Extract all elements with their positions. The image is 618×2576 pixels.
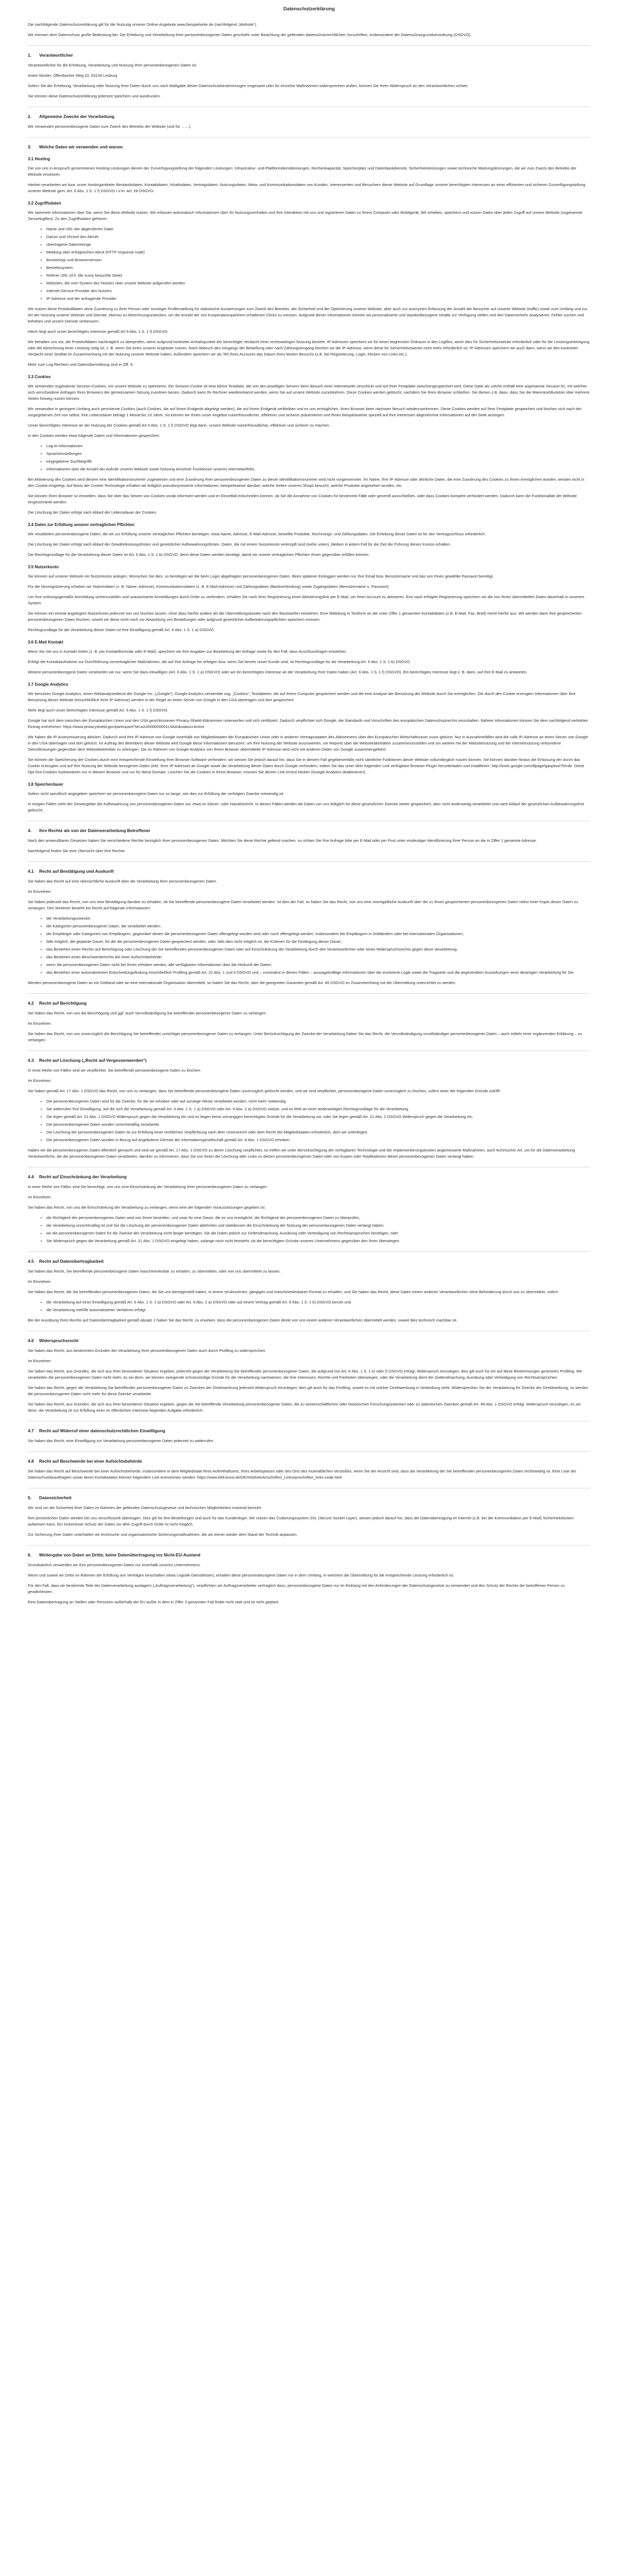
paragraph: Google hat sich dem zwischen der Europäischen Union und den USA geschlossenen Privacy-Shield-Abkommen unterworfen und sich zertifiziert. Dadurch verpflichtet sich Google, die Standards und Vorschriften des europäischen Datenschutzrechts einzuhalten. Nähere Informationen können Sie dem nachfolgend verlinkten Eintrag entnehmen: https://www.privacyshield.gov/participant?id=a2zt000000001L5AAI&status=Active: [28, 718, 588, 729]
list-item: • eingegebene Suchbegriffe: [46, 459, 590, 465]
list-item: • Meldung über erfolgreichen Abruf (HTTP response code): [46, 249, 590, 256]
section-number: 4.4: [28, 1174, 34, 1179]
paragraph: Die Löschung der Daten erfolgt nach Ablauf der Gewährleistungsfristen und gesetzlicher Aufbewahrungsfristen. Daten, die mit einem Nutzerkonto verknüpft sind (siehe unten), bleiben in jedem Fall für die Zeit der Führung dieses Kontos erhalten.: [28, 542, 451, 547]
paragraph: Mehr zum Log-Rechten und Datenübermittlung sind in Ziff. 9.: [28, 362, 134, 367]
paragraph: In einer Reihe von Fällen sind Sie berechtigt, von uns eine Einschränkung der Verarbeitung Ihrer personenbezogenen Daten zu verlangen.: [28, 1184, 268, 1189]
list-item: • Referer URL (d.h. die zuvor besuchte Seite): [46, 273, 590, 279]
paragraph: Um Ihre ordnungsgemäße Anmeldung sicherzustellen und unautorisierte Anmeldungen durch Dritte zu verhindern, erhalten Sie nach Ihrer Registrierung einen Aktivierungslink per E-Mail, um Ihren Account zu aktivieren. Erst nach erfolgter Registrierung speichern wir die von Ihnen übermittelten Daten dauerhaft in unserem System.: [28, 595, 585, 605]
section-title: Welche Daten wir verwenden und warum: [39, 144, 123, 149]
section-heading: [28, 1552, 590, 1558]
list-item: • die Verarbeitung mithilfe automatisierter Verfahren erfolgt.: [46, 1307, 590, 1313]
section-title: Recht auf Löschung („Recht auf Vergessenwerden“): [39, 1058, 147, 1063]
paragraph: Nach den anwendbaren Gesetzen haben Sie verschiedene Rechte bezüglich Ihrer personenbezogenen Daten. Möchten Sie diese Rechte geltend machen, so richten Sie Ihre Anfrage bitte per E-Mail oder per Post unter eindeutiger Identifizierung Ihrer Person an die in Ziffer 1 genannte Adresse.: [28, 838, 537, 843]
paragraph: Bei Aktivierung des Cookies wird diesem eine Identifikationsnummer zugewiesen und eine Zuordnung Ihrer personenbezogenen Daten zu dieser Identifikationsnummer wird nicht vorgenommen. Ihr Name, Ihre IP-Adresse oder ähnliche Daten, die eine Zuordnung des Cookies zu Ihnen ermöglichen würden, werden nicht in den Cookie eingelegt. Auf Basis der Cookie-Technologie erhalten wir lediglich pseudonymisierte Informationen, beispielsweise darüber, welche Seiten unseres Shops besucht, welche Produkte angesehen wurden, etc.: [28, 477, 585, 488]
paragraph: Sie können ein einmal angelegtes Nutzerkonto jederzeit von uns löschen lassen, ohne dass hierfür andere als die Übermittlungskosten nach den Basistarifen entstehen. Eine Mitteilung in Textform an die unter Ziffer 1 genannten Kontaktdaten (z.B. E-Mail, Fax, Brief) reicht hierfür aus. Wir werden dann Ihre gespeicherten personenbezogenen Daten löschen, soweit wir diese nicht noch zur Abwicklung von Bestellungen oder aufgrund gesetzlicher Aufbewahrungspflichten speichern müssen.: [28, 611, 582, 622]
paragraph: Eine Datenübertragung an Stellen oder Personen außerhalb der EU außer in dem in Ziffer 3 genannten Fall findet nicht statt und ist nicht geplant.: [28, 1600, 280, 1604]
paragraph: Im Einzelnen:: [28, 1359, 52, 1363]
section-heading: [28, 52, 590, 58]
paragraph: In einigen Fällen sieht der Gesetzgeber die Aufbewahrung von personenbezogenen Daten vor, etwa im Steuer- oder Handelsrecht. In diesen Fällen werden die Daten von uns lediglich für diese gesetzlichen Zwecke weiter gespeichert, aber nicht anderweitig verarbeitet und nach Ablauf der gesetzlichen Aufbewahrungsfrist gelöscht.: [28, 802, 584, 812]
section-divider: [28, 137, 590, 138]
list-item: • die Richtigkeit der personenbezogenen Daten wird von Ihnen bestritten, und zwar für eine Dauer, die es uns ermöglicht, die Richtigkeit der personenbezogenen Daten zu überprüfen,: [46, 1215, 590, 1221]
paragraph: In den Cookies werden etwa folgende Daten und Informationen gespeichert:: [28, 433, 160, 438]
paragraph: Wir nutzen diese Protokolldaten ohne Zuordnung zu Ihrer Person oder sonstiger Profilerstellung für statistische Auswertungen zum Zweck des Betriebs, der Sicherheit und der Optimierung unserer Website, aber auch zur anonymen Erfassung der Anzahl der Besucher auf unserer Website (traffic) sowie zum Umfang und zur Art der Nutzung unserer Website und Dienste, ebenso zu Abrechnungszwecken, um die Anzahl der von Kooperationspartnern erhaltenen Clicks zu messen. Aufgrund dieser Informationen können wir personalisierte und standortbezogene Inhalte zur Verfügung stellen und den Datenverkehr analysieren, Fehler suchen und beheben und unsere Dienste verbessern.: [28, 307, 588, 324]
section-heading: [28, 144, 590, 150]
list-item: • Sie Widerspruch gegen die Verarbeitung gemäß Art. 21 Abs. 1 DSGVO eingelegt haben, solange noch nicht feststeht, ob die berechtigten Gründe unseres Unternehmens gegenüber den Ihren überwiegen.: [46, 1238, 590, 1244]
paragraph: Erfolgt die Kontaktaufnahme zur Durchführung vorvertraglicher Maßnahmen, die auf Ihre Anfrage hin erfolgen bzw. wenn Sie bereits unser Kunde sind, ist Rechtsgrundlage für die Verarbeitung Art. 6 Abs. 1 S. 1 b) DSGVO.: [28, 659, 411, 664]
section-title: Recht auf Einschränkung der Verarbeitung: [39, 1174, 127, 1179]
paragraph: Rechtsgrundlage für die Verarbeitung dieser Daten ist Ihre Einwilligung gemäß Art. 6 Abs. 1 S. 1 a) DSGVO.: [28, 628, 215, 632]
section-heading: [28, 1428, 590, 1434]
paragraph: Sie haben das Recht, von uns die Berichtigung und ggf. auch Vervollständigung Sie betreffender personenbezogener Daten zu verlangen.: [28, 1011, 267, 1015]
section-heading: [28, 1258, 590, 1264]
list-item: • Browsertyp und Browserversion: [46, 257, 590, 263]
policy-section: [28, 1451, 590, 1481]
list-item: • Informationen über die Anzahl der Aufrufe unserer Website sowie Nutzung einzelner Funktionen unseres Internetauftritts.: [46, 466, 590, 472]
section-divider: [28, 1545, 590, 1546]
paragraph: Wir verarbeiten personenbezogene Daten, die wir zur Erfüllung unserer vertraglichen Pflichten benötigen, etwa Name, Adresse, E-Mail-Adresse, bestellte Produkte, Rechnungs- und Zahlungsdaten. Die Erhebung dieser Daten ist für den Vertragsschluss erforderlich.: [28, 532, 486, 536]
paragraph: Sie haben das Recht auf Beschwerde bei einer Aufsichtsbehörde, insbesondere in dem Mitgliedstaat Ihres Aufenthaltsorts, Ihres Arbeitsplatzes oder des Orts des mutmaßlichen Verstoßes, wenn Sie der Ansicht sind, dass die Verarbeitung der Sie betreffenden personenbezogenen Daten rechtswidrig ist. Eine Liste der Datenschutzbeauftragten sowie deren Kontaktdaten können folgendem Link entnommen werden: https://www.bfdi.bund.de/DE/Infothek/Anschriften_Links/anschriften_links-node.html: [28, 1469, 576, 1480]
policy-section: [28, 137, 590, 814]
list-item: • Betriebssystem: [46, 265, 590, 271]
paragraph: Weitere personenbezogene Daten verarbeiten wir nur, wenn Sie dazu einwilligen (Art. 6 Abs. 1 S. 1 a) DSGVO) oder wir ein berechtigtes Interesse an der Verarbeitung Ihrer Daten haben (Art. 6 Abs. 1 S. 1 f) DSGVO). Ein berechtigtes Interesse liegt z. B. darin, auf Ihre E-Mail zu antworten.: [28, 670, 528, 674]
paragraph: Für den Fall, dass wir bestimmte Teile der Datenverarbeitung auslagern („Auftragsverarbeitung“), verpflichten wir Auftragsverarbeiter vertraglich dazu, personenbezogene Daten nur im Einklang mit den Anforderungen der Datenschutzgesetze zu verwenden und den Schutz der Rechte der betroffenen Person zu gewährleisten.: [28, 1583, 565, 1594]
policy-section: [28, 1421, 590, 1444]
paragraph: Wir sind um die Sicherheit Ihrer Daten im Rahmen der geltenden Datenschutzgesetze und technischen Möglichkeiten maximal bemüht.: [28, 1505, 262, 1510]
subsection-heading: 3.7 Google Analytics: [28, 682, 68, 687]
subsection-heading: 3.3 Cookies: [28, 375, 51, 379]
section-title: Datensicherheit: [39, 1495, 72, 1500]
paragraph: Unser berechtigtes Interesse an der Nutzung der Cookies gemäß Art 6 Abs. 1 S. 1 f) DSGVO liegt darin, unsere Website nutzerfreundlicher, effektiver und sicherer zu machen.: [28, 423, 330, 428]
section-title: Recht auf Datenübertragbarkeit: [39, 1259, 104, 1264]
list-item: • das Bestehen eines Beschwerderechts bei einer Aufsichtsbehörde;: [46, 954, 590, 960]
paragraph: Im Einzelnen:: [28, 889, 52, 894]
section-heading: [28, 1000, 590, 1006]
policy-section: [28, 107, 590, 130]
section-title: Widerspruchsrecht: [39, 1338, 79, 1343]
paragraph: Grundsätzlich verwenden wir Ihre personenbezogenen Daten nur innerhalb unseres Unternehmens.: [28, 1563, 201, 1567]
subsection-heading: 3.6 E-Mail Kontakt: [28, 640, 63, 645]
list-item: • Internet-Service-Provider des Nutzers: [46, 288, 590, 294]
paragraph: Wir benutzen Google Analytics, einen Webanalysedienst der Google Inc. („Google“). Google Analytics verwendet sog. „Cookies“, Textdateien, die auf Ihrem Computer gespeichert werden und die eine Analyse der Benutzung der Website durch Sie ermöglichen. Die durch den Cookie erzeugten Informationen über Ihre Benutzung dieser Website (einschließlich Ihrer IP-Adresse) werden in der Regel an einen Server von Google in den USA übertragen und dort gespeichert.: [28, 691, 576, 702]
section-number: 5.: [28, 1495, 31, 1500]
paragraph: Wenn Sie mit uns in Kontakt treten (z. B. per Kontaktformular oder E-Mail), speichern wir Ihre Angaben zur Bearbeitung der Anfrage sowie für den Fall, dass Anschlussfragen entstehen.: [28, 649, 347, 654]
paragraph: Sie können auf unserer Website ein Nutzerkonto anlegen. Wünschen Sie dies, so benötigen wir die beim Login abgefragten personenbezogenen Daten. Beim späteren Einloggen werden nur Ihre Email bzw. Benutzername und das von Ihnen gewählte Passwort benötigt.: [28, 574, 494, 579]
policy-section: [28, 1050, 590, 1160]
section-heading: [28, 868, 590, 874]
policy-section: [28, 1331, 590, 1414]
section-title: Recht auf Bestätigung und Auskunft: [39, 869, 114, 874]
paragraph: Sie haben das Recht, von uns unverzüglich die Berichtigung Sie betreffender unrichtiger personenbezogener Daten zu verlangen. Unter Berücksichtigung der Zwecke der Verarbeitung haben Sie das Recht, die Vervollständigung unvollständiger personenbezogener Daten – auch mittels einer ergänzenden Erklärung – zu verlangen.: [28, 1031, 582, 1042]
list-item: • wir die personenbezogenen Daten für die Zwecke der Verarbeitung nicht länger benötigen, Sie die Daten jedoch zur Geltendmachung, Ausübung oder Verteidigung von Rechtsansprüchen benötigen, oder: [46, 1230, 590, 1236]
section-divider: [28, 861, 590, 862]
section-number: 4.1: [28, 869, 34, 874]
paragraph: Die Rechtsgrundlage für die Verarbeitung dieser Daten ist Art. 6 Abs. 1 S. 1 b) DSGVO, denn diese Daten werden benötigt, damit wir unsere vertraglichen Pflichten Ihnen gegenüber erfüllen können.: [28, 552, 370, 557]
section-number: 4.2: [28, 1001, 34, 1006]
section-divider: [28, 1451, 590, 1452]
section-title: Verantwortlicher: [39, 53, 73, 58]
paragraph: Wir verwenden personenbezogene Daten zum Zweck des Betriebs der Website (und für ……).: [28, 124, 192, 129]
list-item: • die Verarbeitungszwecke;: [46, 916, 590, 922]
policy-section: [28, 821, 590, 854]
paragraph: Im Einzelnen:: [28, 1021, 52, 1026]
list-item: • Sie widerrufen Ihre Einwilligung, auf die sich die Verarbeitung gemäß Art. 6 Abs. 1 S. 1 a) DSGVO oder Art. 9 Abs. 2 a) DSGVO stützte, und es fehlt an einer anderweitigen Rechtsgrundlage für die Verarbeitung.: [46, 1106, 590, 1112]
section-divider: [28, 1050, 590, 1051]
paragraph: Sofern Sie der Erhebung, Verarbeitung oder Nutzung Ihrer Daten durch uns nach Maßgabe dieser Datenschutzbestimmungen insgesamt oder für einzelne Maßnahmen widersprechen wollen, können Sie Ihren Widerspruch an den Verantwortlichen richten.: [28, 83, 469, 88]
section-number: 1.: [28, 53, 31, 58]
list-item: • Die Löschung der personenbezogenen Daten ist zur Erfüllung einer rechtlichen Verpflichtung nach dem Unionsrecht oder dem Recht der Mitgliedstaaten erforderlich, dem wir unterliegen.: [46, 1129, 590, 1136]
paragraph: Die nachfolgende Datenschutzerklärung gilt für die Nutzung unserer Online-Angebote www.beispielseite.de (nachfolgend „Website“).: [28, 22, 258, 27]
list-item: • Websites, die vom System des Nutzers über unsere Website aufgerufen werden: [46, 280, 590, 286]
policy-section: [28, 45, 590, 99]
policy-content: [28, 22, 590, 1605]
section-title: Recht auf Beschwerde bei einer Aufsichtsbehörde: [39, 1459, 142, 1464]
bullet-list: [28, 443, 590, 472]
policy-section: [28, 861, 590, 986]
list-item: • Die personenbezogenen Daten wurden in Bezug auf angebotene Dienste der Informationsgesellschaft gemäß Art. 8 Abs. 1 DSGVO erhoben.: [46, 1137, 590, 1143]
list-item: • Datum und Uhrzeit des Abrufs: [46, 234, 590, 240]
list-item: • die Verarbeitung unrechtmäßig ist und Sie die Löschung der personenbezogenen Daten ablehnten und stattdessen die Einschränkung der Nutzung der personenbezogenen Daten verlangt haben;: [46, 1223, 590, 1229]
paragraph: Sie haben jederzeit das Recht, von uns eine Bestätigung darüber zu erhalten, ob Sie betreffende personenbezogene Daten verarbeitet werden. Ist dies der Fall, so haben Sie das Recht, von uns eine unentgeltliche Auskunft über die zu Ihnen gespeicherten personenbezogenen Daten nebst einer Kopie dieser Daten zu verlangen. Des Weiteren besteht ein Recht auf folgende Informationen:: [28, 900, 578, 910]
subsection-heading: 3.1 Hosting: [28, 157, 50, 161]
section-number: 6.: [28, 1552, 31, 1557]
paragraph: Wir sammeln Informationen über Sie, wenn Sie diese Website nutzen. Wir erfassen automatisch Informationen über Ihr Nutzungsverhalten und Ihre Interaktion mit uns und registrieren Daten zu Ihrem Computer oder Mobilgerät. Wir erheben, speichern und nutzen Daten über jeden Zugriff auf unsere Website (sogenannte Serverlogfiles). Zu den Zugriffsdaten gehören:: [28, 210, 582, 221]
section-heading: [28, 1495, 590, 1501]
list-item: • IP-Adresse und der anfragende Provider: [46, 296, 590, 302]
paragraph: In einer Reihe von Fällen sind wir verpflichtet, Sie betreffende personenbezogene Daten zu löschen.: [28, 1068, 201, 1073]
paragraph: Im Einzelnen:: [28, 1279, 52, 1284]
paragraph: Wir verwenden in geringem Umfang auch persistente Cookies (auch Cookies, die auf Ihrem Endgerät abgelegt werden), die auf Ihrem Endgerät verbleiben und es uns ermöglichen, Ihren Browser beim nächsten Besuch wiederzuerkennen. Diese Cookies werden auf Ihrer Festplatte gespeichert und löschen sich nach der vorgegebenen Zeit von selbst. Ihre Lebensdauer beträgt 1 Monat bis 10 Jahre. So können wir Ihnen unser Angebot nutzerfreundlicher, effektiver und sicherer präsentieren und Ihnen beispielsweise speziell auf Ihre Interessen abgestimmte Informationen auf der Seite anzeigen.: [28, 406, 582, 417]
policy-section: [28, 1488, 590, 1538]
paragraph: Sie haben das Recht, Sie betreffende personenbezogene Daten maschinenlesbar zu erhalten, zu übermitteln, oder von uns übermitteln zu lassen.: [28, 1269, 281, 1274]
paragraph: Sie können diese Datenschutzerklärung jederzeit speichern und ausdrucken.: [28, 94, 161, 98]
paragraph: Im Einzelnen:: [28, 1078, 52, 1083]
list-item: • Die personenbezogenen Daten wurden unrechtmäßig verarbeitet.: [46, 1122, 590, 1128]
list-item: • falls möglich, die geplante Dauer, für die die personenbezogenen Daten gespeichert werden, oder, falls dies nicht möglich ist, die Kriterien für die Festlegung dieser Dauer;: [46, 939, 590, 945]
paragraph: Sie haben das Recht, gegen die Verarbeitung Sie betreffender personenbezogener Daten zu Zwecken der Direktwerbung jederzeit Widerspruch einzulegen; dies gilt auch für das Profiling, soweit es mit solcher Direktwerbung in Verbindung steht. Widersprechen Sie der Verarbeitung für Zwecke der Direktwerbung, so werden die personenbezogenen Daten nicht mehr für diese Zwecke verarbeitet.: [28, 1385, 589, 1396]
section-title: Allgemeine Zwecke der Verarbeitung: [39, 114, 115, 119]
paragraph: Für die Neuregistrierung erheben wir Stammdaten (z. B. Name, Adresse), Kommunikationsdaten (z. B. E-Mail-Adresse) und Zahlungsdaten (Bankverbindung) sowie Zugangsdaten (Benutzername u. Passwort).: [28, 584, 390, 589]
paragraph: Sie haben das Recht auf eine übersichtliche Auskunft über die Verarbeitung Ihrer personenbezogenen Daten.: [28, 879, 217, 884]
page-title: Datenschutzerklärung: [283, 6, 335, 12]
list-item: • die Verarbeitung auf einer Einwilligung gemäß Art. 6 Abs. 1 S. 1 a) DSGVO oder Art. 9 Abs. 2 a) DSGVO oder auf einem Vertrag gemäß Art. 6 Abs. 1 S. 1 b) DSGVO beruht und: [46, 1299, 590, 1306]
section-number: 4.5: [28, 1259, 34, 1264]
paragraph: Sie können die Speicherung der Cookies durch eine entsprechende Einstellung Ihrer Browser-Software verhindern; wir weisen Sie jedoch darauf hin, dass Sie in diesem Fall gegebenenfalls nicht sämtliche Funktionen dieser Website vollumfänglich nutzen können. Sie können darüber hinaus die Erfassung der durch das Cookie erzeugten und auf Ihre Nutzung der Website bezogenen Daten (inkl. Ihrer IP-Adresse) an Google sowie die Verarbeitung dieser Daten durch Google verhindern, indem Sie das unter dem folgenden Link verfügbare Browser-Plugin herunterladen und installieren: http://tools.google.com/dlpage/gaoptout?hl=de. Diese Opt-Out-Cookies funktionieren nur in diesem Browser und nur für diese Domain. Löschen Sie die Cookies in Ihrem Browser, müssen Sie diesen Link erneut klicken (Google Analytics deaktivieren).: [28, 757, 585, 774]
bullet-list: [28, 1299, 590, 1313]
paragraph: Mehr liegt auch unser berechtigtes Interesse gemäß Art. 6 Abs. 1 S. 1 f) DSGVO.: [28, 708, 168, 713]
paragraph: Hierbei verarbeiten wir bzw. unser Hostinganbieter Bestandsdaten, Kontaktdaten, Inhaltsdaten, Vertragsdaten, Nutzungsdaten, Meta- und Kommunikationsdaten von Kunden, Interessenten und Besuchern dieser Website auf Grundlage unserer berechtigten Interessen an einer effizienten und sicheren Zurverfügungstellung unserer Website gem. Art. 6 Abs. 1 S. 1 f) DSGVO i.V.m. Art. 28 DSGVO.: [28, 182, 586, 193]
paragraph: Die von uns in Anspruch genommenen Hosting-Leistungen dienen der Zurverfügungstellung der folgenden Leistungen: Infrastruktur- und Plattformdienstleistungen, Rechenkapazität, Speicherplatz und Datenbankdienste, Sicherheitsleistungen sowie technische Wartungsleistungen, die wir zum Zweck des Betriebs der Website einsetzen.: [28, 166, 577, 177]
paragraph: Anton Muster, Offenbacher Weg 10, 63104 Limburg: [28, 73, 117, 78]
paragraph: Sie haben das Recht, aus bestimmten Gründen der Verarbeitung Ihrer personenbezogenen Daten auch durch Profiling zu widersprechen.: [28, 1348, 266, 1353]
list-item: • Log-In-Informationen: [46, 443, 590, 449]
paragraph: Bei der Ausübung Ihres Rechts auf Datenübertragbarkeit gemäß Absatz 1 haben Sie das Recht, zu erwirken, dass die personenbezogenen Daten direkt von uns einem anderen Verantwortlichen übermittelt werden, soweit dies technisch machbar ist.: [28, 1318, 458, 1323]
paragraph: Ihre persönlichen Daten werden bei uns verschlüsselt übertragen. Dies gilt für Ihre Bestellungen und auch für das Kundenlogin. Wir nutzen das Codierungssystem SSL (Secure Socket Layer), weisen jedoch darauf hin, dass die Datenübertragung im Internet (z.B. bei der Kommunikation per E-Mail) Sicherheitslücken aufweisen kann. Ein lückenloser Schutz der Daten vor dem Zugriff durch Dritte ist nicht möglich.: [28, 1516, 574, 1527]
paragraph: Wir messen dem Datenschutz große Bedeutung bei. Die Erhebung und Verarbeitung Ihrer personenbezogenen Daten geschieht unter Beachtung der geltenden datenschutzrechtlichen Vorschriften, insbesondere der Datenschutzgrundverordnung (DSGVO).: [28, 32, 472, 37]
list-item: • Die personenbezogenen Daten sind für die Zwecke, für die sie erhoben oder auf sonstige Weise verarbeitet wurden, nicht mehr notwendig.: [46, 1098, 590, 1105]
subsection-heading: 3.8 Speicherdauer: [28, 782, 63, 787]
section-number: 4.7: [28, 1428, 34, 1433]
section-title: Weitergabe von Daten an Dritte, keine Datenübertragung ins Nicht-EU-Ausland: [39, 1552, 201, 1557]
bullet-list: [28, 1215, 590, 1244]
list-item: • die Kategorien personenbezogener Daten, die verarbeitet werden;: [46, 923, 590, 929]
paragraph: Zur Sicherung Ihrer Daten unterhalten wir technische und organisatorische Sicherungsmaßnahmen, die wir immer wieder dem Stand der Technik anpassen.: [28, 1532, 298, 1537]
paragraph: Haben wir die personenbezogenen Daten öffentlich gemacht und sind wir gemäß Art. 17 Abs. 1 DSGVO zu deren Löschung verpflichtet, so treffen wir unter Berücksichtigung der verfügbaren Technologie und der Implementierungskosten angemessene Maßnahmen, auch technischer Art, um für die Datenverarbeitung Verantwortliche, die die personenbezogenen Daten verarbeiten, darüber zu informieren, dass Sie von ihnen die Löschung aller Links zu diesen personenbezogenen Daten oder von Kopien oder Replikationen dieser personenbezogenen Daten verlangt haben.: [28, 1148, 575, 1159]
list-item: • das Bestehen eines Rechts auf Berichtigung oder Löschung der Sie betreffenden personenbezogenen Daten oder auf Einschränkung der Verarbeitung durch den Verantwortlichen oder eines Widerspruchsrechts gegen diese Verarbeitung;: [46, 946, 590, 953]
policy-section: [28, 1545, 590, 1605]
section-number: 4.3: [28, 1058, 34, 1063]
section-number: 4.: [28, 828, 31, 833]
paragraph: Die Löschung der Daten erfolgt nach Ablauf der Lebensdauer der Cookies.: [28, 510, 158, 515]
list-item: • Sie legen gemäß Art. 21 Abs. 1 DSGVO Widerspruch gegen die Verarbeitung ein und es liegen keine vorrangigen berechtigten Gründe für die Verarbeitung vor, oder Sie legen gemäß Art. 21 Abs. 2 DSGVO Widerspruch gegen die Verarbeitung ein.: [46, 1114, 590, 1120]
policy-section: [28, 1167, 590, 1244]
section-heading: [28, 827, 590, 834]
section-divider: [28, 993, 590, 994]
paragraph: Sie haben das Recht, aus Gründen, die sich aus Ihrer besonderen Situation ergeben, gegen die Sie betreffende Verarbeitung personenbezogener Daten, die zu wissenschaftlichen oder historischen Forschungszwecken oder zu statistischen Zwecken gemäß Art. 89 Abs. 1 DSGVO erfolgt, Widerspruch einzulegen, es sei denn, die Verarbeitung ist zur Erfüllung einer im öffentlichen Interesse liegenden Aufgabe erforderlich.: [28, 1402, 581, 1413]
paragraph: Hierin liegt auch unser berechtigtes Interesse gemäß Art 6 Abs. 1 S. 1 f) DSGVO.: [28, 329, 169, 334]
section-heading: [28, 1174, 590, 1180]
section-heading: [28, 1057, 590, 1063]
paragraph: Im Einzelnen:: [28, 1195, 52, 1199]
paragraph: Sie haben das Recht, von uns die Einschränkung der Verarbeitung zu verlangen, wenn eine der folgenden Voraussetzungen gegeben ist:: [28, 1205, 266, 1210]
section-number: 3.: [28, 144, 31, 149]
list-item: • Name und URL der abgerufenen Datei: [46, 226, 590, 232]
subsection-heading: 3.5 Nutzerkonto: [28, 565, 59, 569]
paragraph: Wir verwenden sogenannte Session-Cookies, um unsere Website zu optimieren. Ein Session-Cookie ist eine kleine Textdatei, die von den jeweiligen Servern beim Besuch einer Internetseite verschickt und auf Ihrer Festplatte zwischengespeichert wird. Diese Datei als solche enthält eine sogenannte Session-ID, mit welcher sich verschiedene Anfragen Ihres Browsers der gemeinsamen Sitzung zuordnen lassen. Dadurch kann Ihr Rechner wiedererkannt werden, wenn Sie auf unsere Website zurückkehren. Diese Cookies werden gelöscht, nachdem Sie Ihren Browser schließen. Sie dienen z.B. dazu, dass Sie die Warenkorbfunktion über mehrere Seiten hinweg nutzen können.: [28, 384, 590, 401]
section-title: Recht auf Widerruf einer datenschutzrechtlichen Einwilligung: [39, 1428, 165, 1433]
bullet-list: [28, 226, 590, 302]
section-number: 4.8: [28, 1459, 34, 1464]
paragraph: Sie können Ihren Browser so einstellen, dass Sie über das Setzen von Cookies vorab informiert werden und im Einzelfall entscheiden können, ob Sie die Annahme von Cookies für bestimmte Fälle oder generell ausschließen, oder dass Cookies komplett verhindert werden. Dadurch kann die Funktionalität der Website eingeschränkt werden.: [28, 494, 577, 504]
policy-section: [28, 22, 590, 38]
list-item: • Spracheinstellungen: [46, 451, 590, 457]
list-item: • übertragene Datenmenge: [46, 242, 590, 248]
policy-section: [28, 993, 590, 1043]
bullet-list: [28, 1098, 590, 1143]
paragraph: Wir behalten uns vor, die Protokolldaten nachträglich zu überprüfen, wenn aufgrund konkreter Anhaltspunkte der berechtigte Verdacht einer rechtswidrigen Nutzung besteht. IP-Adressen speichern wir für einen begrenzten Zeitraum in den Logfiles, wenn dies für Sicherheitszwecke erforderlich oder für die Leistungserbringung oder die Abrechnung einer Leistung nötig ist, z. B. wenn Sie eines unserer Angebote nutzen. Nach Abbruch des Vorgangs der Bestellung oder nach Zahlungseingang löschen wir die IP-Adresse, wenn diese für Sicherheitszwecke nicht mehr erforderlich ist. IP-Adressen speichern wir auch dann, wenn wir den konkreten Verdacht einer Straftat im Zusammenhang mit der Nutzung unserer Website haben. Außerdem speichern wir als Teil Ihres Accounts das Datum Ihres letzten Besuchs (z.B. bei Registrierung, Login, Klicken von Links etc.).: [28, 340, 590, 357]
list-item: • das Bestehen einer automatisierten Entscheidungsfindung einschließlich Profiling gemäß Art. 22 Abs. 1 und 4 DSGVO und – zumindest in diesen Fällen – aussagekräftige Informationen über die involvierte Logik sowie die Tragweite und die angestrebten Auswirkungen einer derartigen Verarbeitung für Sie.: [46, 970, 590, 976]
section-title: Ihre Rechte als von der Datenverarbeitung Betroffener: [39, 828, 150, 833]
section-heading: [28, 1337, 590, 1344]
list-item: • wenn die personenbezogenen Daten nicht bei Ihnen erhoben werden, alle verfügbaren Informationen über die Herkunft der Daten;: [46, 962, 590, 968]
section-number: 4.6: [28, 1338, 34, 1343]
subsection-heading: 3.2 Zugriffsdaten: [28, 201, 61, 206]
paragraph: Sie haben das Recht, aus Gründen, die sich aus Ihrer besonderen Situation ergeben, jederzeit gegen die Verarbeitung Sie betreffender personenbezogener Daten, die aufgrund von Art. 6 Abs. 1 S. 1 e) oder f) DSGVO erfolgt, Widerspruch einzulegen; dies gilt auch für ein auf diese Bestimmungen gestütztes Profiling. Wir verarbeiten die personenbezogenen Daten nicht mehr, es sei denn, wir können zwingende schutzwürdige Gründe für die Verarbeitung nachweisen, die Ihre Interessen, Rechte und Freiheiten überwiegen, oder die Verarbeitung dient der Geltendmachung, Ausübung oder Verteidigung von Rechtsansprüchen.: [28, 1369, 582, 1380]
paragraph: Wenn und soweit wir Dritte im Rahmen der Erfüllung von Verträgen einschalten (etwa Logistik-Dienstleister), erhalten diese personenbezogene Daten nur in dem Umfang, in welchem die Übermittlung für die entsprechende Leistung erforderlich ist.: [28, 1573, 454, 1578]
section-heading: [28, 113, 590, 120]
section-number: 2.: [28, 114, 31, 119]
section-title: Recht auf Berichtigung: [39, 1001, 87, 1006]
list-item: • die Empfänger oder Kategorien von Empfängern, gegenüber denen die personenbezogenen Daten offengelegt worden sind oder noch offengelegt werden, insbesondere bei Empfängern in Drittländern oder bei internationalen Organisationen;: [46, 931, 590, 937]
paragraph: Wir haben die IP-Anonymisierung aktiviert. Dadurch wird Ihre IP-Adresse von Google innerhalb von Mitgliedstaaten der Europäischen Union oder in anderen Vertragsstaaten des Abkommens über den Europäischen Wirtschaftsraum zuvor gekürzt. Nur in Ausnahmefällen wird die volle IP-Adresse an einen Server von Google in den USA übertragen und dort gekürzt. Im Auftrag des Betreibers dieser Website wird Google diese Informationen benutzen, um Ihre Nutzung der Website auszuwerten, um Reports über die Websiteaktivitäten zusammenzustellen und um weitere mit der Websitenutzung und der Internetnutzung verbundene Dienstleistungen gegenüber dem Websitebetreiber zu erbringen. Die im Rahmen von Google Analytics von Ihrem Browser übermittelte IP-Adresse wird nicht mit anderen Daten von Google zusammengeführt.: [28, 735, 588, 752]
subsection-heading: 3.4 Daten zur Erfüllung unserer vertraglichen Pflichten: [28, 522, 135, 527]
bullet-list: [28, 916, 590, 976]
section-divider: [28, 45, 590, 46]
paragraph: Sie haben das Recht, eine Einwilligung zur Verarbeitung personenbezogener Daten jederzeit zu widerrufen.: [28, 1438, 214, 1443]
paragraph: Werden personenbezogene Daten an ein Drittland oder an eine internationale Organisation übermittelt, so haben Sie das Recht, über die geeigneten Garantien gemäß Art. 46 DSGVO im Zusammenhang mit der Übermittlung unterrichtet zu werden.: [28, 980, 456, 985]
paragraph: Verantwortlicher für die Erhebung, Verarbeitung und Nutzung Ihrer personenbezogenen Daten ist:: [28, 63, 197, 67]
paragraph: Nachfolgend finden Sie eine Übersicht über Ihre Rechte.: [28, 849, 126, 853]
policy-section: [28, 1251, 590, 1324]
section-divider: [28, 1251, 590, 1252]
paragraph: Sie haben gemäß Art. 17 Abs. 1 DSGVO das Recht, von uns zu verlangen, dass Sie betreffende personenbezogene Daten unverzüglich gelöscht werden, und wir sind verpflichtet, personenbezogene Daten unverzüglich zu löschen, sofern einer der folgenden Gründe zutrifft:: [28, 1089, 501, 1093]
section-heading: [28, 1458, 590, 1464]
paragraph: Sie haben das Recht, die Sie betreffenden personenbezogenen Daten, die Sie uns bereitgestellt haben, in einem strukturierten, gängigen und maschinenlesbaren Format zu erhalten, und Sie haben das Recht, diese Daten einem anderen Verantwortlichen ohne Behinderung durch uns zu übermitteln, sofern: [28, 1290, 558, 1294]
paragraph: Sofern nicht spezifisch angegeben speichern wir personenbezogene Daten nur so lange, wie dies zur Erfüllung der verfolgten Zwecke notwendig ist.: [28, 791, 285, 796]
